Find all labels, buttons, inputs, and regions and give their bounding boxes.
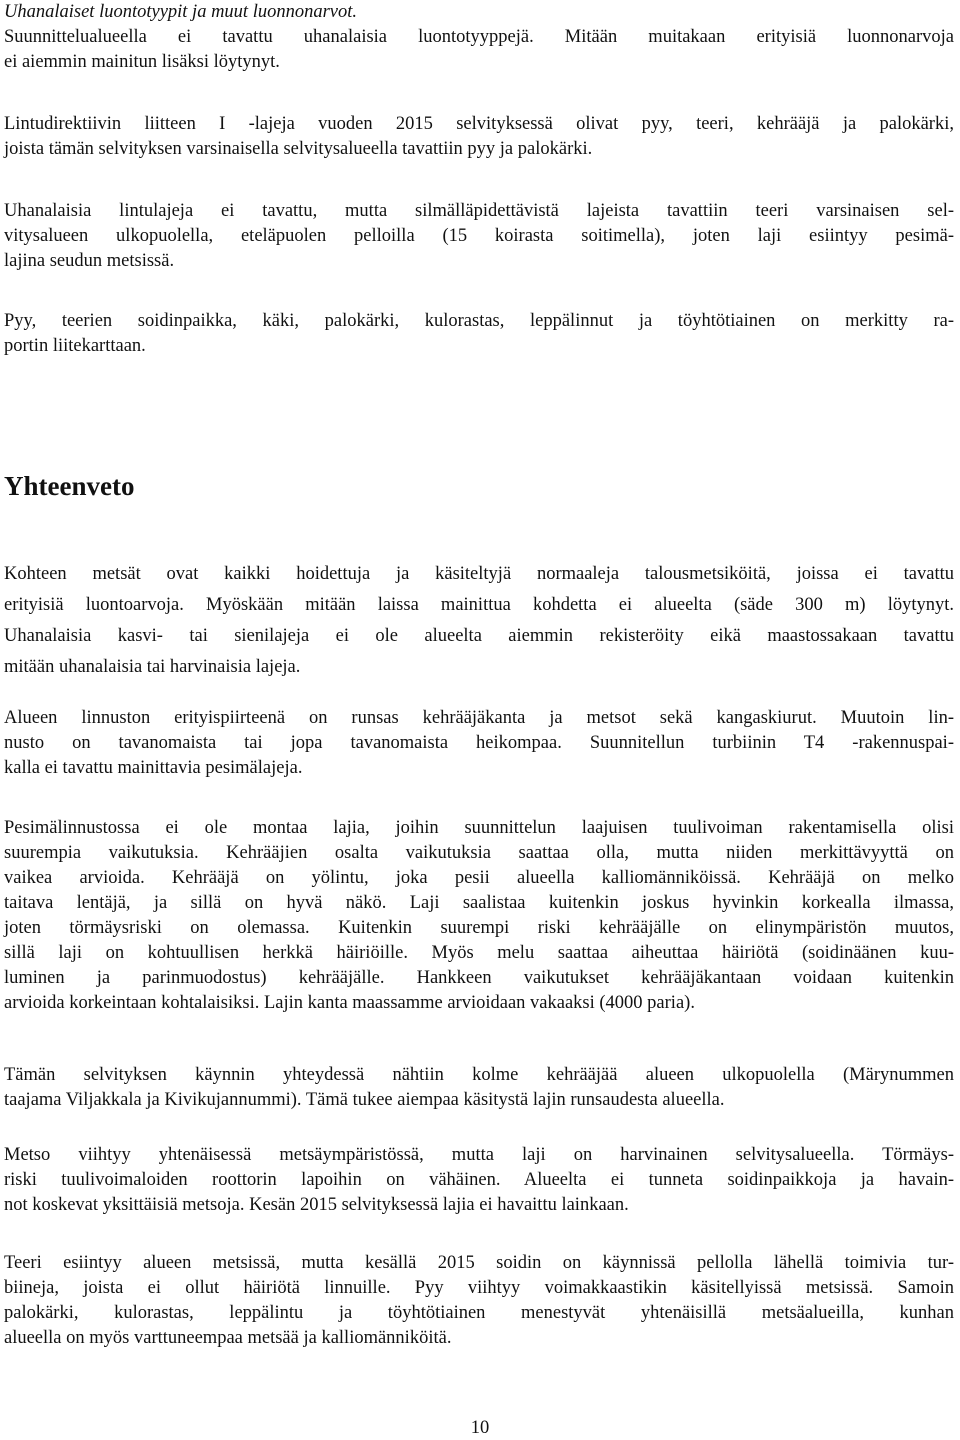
paragraph-line: joista tämän selvityksen varsinaisella selvitysalueella tavattiin pyy ja palokärki. <box>4 139 593 159</box>
paragraph-line: Teeri esiintyy alueen metsissä, mutta kesällä 2015 soidin on käynnissä pellolla lähellä toimivia tur- <box>4 1253 954 1273</box>
paragraph-line: Pesimälinnustossa ei ole montaa lajia, joihin suunnittelun laajuisen tuulivoiman rakentamisella olisi <box>4 818 954 838</box>
paragraph-nightjar-sightings <box>4 1063 954 1113</box>
paragraph-line: palokärki, kulorastas, leppälintu ja töyhtötiainen menestyvät yhtenäisillä metsäalueilla, kunhan <box>4 1303 954 1323</box>
paragraph-line: Uhanalaisia lintulajeja ei tavattu, mutta silmälläpidettävistä lajeista tavattiin teeri varsinaisen sel- <box>4 201 954 221</box>
paragraph-line: luminen ja parinmuodostus) kehrääjälle. Hankkeen vaikutukset kehrääjäkantaan voidaan kuitenkin <box>4 968 954 988</box>
paragraph-line: riski tuulivoimaloiden roottorin lapoihin on vähäinen. Alueelta ei tunneta soidinpaikkoja ja havain- <box>4 1170 954 1190</box>
paragraph-line: portin liitekarttaan. <box>4 336 146 356</box>
paragraph-threatened-birds <box>4 199 954 274</box>
paragraph-line: biineja, joista ei ollut häiriötä linnuille. Pyy viihtyy voimakkaastikin käsitellyissä metsissä. Samoin <box>4 1278 954 1298</box>
paragraph-line: kalla ei tavattu mainittavia pesimälajeja. <box>4 758 303 778</box>
page-number: 10 <box>470 1418 490 1438</box>
paragraph-line: not koskevat yksittäisiä metsoja. Kesän 2015 selvityksessä lajia ei havaittu lainkaan. <box>4 1195 629 1215</box>
paragraph-map-note <box>4 309 954 359</box>
paragraph-black-grouse <box>4 1251 954 1351</box>
paragraph-line: mitään uhanalaisia tai harvinaisia lajeja. <box>4 657 301 677</box>
paragraph-line: taitava lentäjä, ja sillä on hyvä näkö. Laji saalistaa kuitenkin joskus hyvinkin korkealla ilmassa, <box>4 893 954 913</box>
section-natural-values <box>4 0 954 75</box>
paragraph-line: alueella on myös varttuneempaa metsää ja kalliomänniköitä. <box>4 1328 452 1348</box>
paragraph-nightjar-impacts <box>4 816 954 1016</box>
paragraph-line: Metso viihtyy yhtenäisessä metsäympäristössä, mutta laji on harvinainen selvitysalueella. Törmäys- <box>4 1145 954 1165</box>
paragraph-line: vaikea arvioida. Kehrääjä on yölintu, joka pesii alueella kalliomänniköissä. Kehrääjä on melko <box>4 868 954 888</box>
paragraph-summary-forests <box>4 559 954 683</box>
paragraph-line: vitysalueen ulkopuolella, eteläpuolen pelloilla (15 koirasta soitimella), joten laji esiintyy pesimä- <box>4 226 954 246</box>
paragraph-line: joten törmäysriski on olemassa. Kuitenkin suurempi riski kehrääjälle on elinympäristön muutos, <box>4 918 954 938</box>
paragraph-line: lajina seudun metsissä. <box>4 251 175 271</box>
section-title: Uhanalaiset luontotyypit ja muut luonnonarvot. <box>4 2 358 22</box>
summary-heading: Yhteenveto <box>4 471 135 501</box>
paragraph-line: sillä laji on kohtuullisen herkkä häiriöille. Myös melu saattaa aiheuttaa häiriötä (soidinäänen kuu- <box>4 943 954 963</box>
paragraph-line: Tämän selvityksen käynnin yhteydessä nähtiin kolme kehrääjää alueen ulkopuolella (Märynummen <box>4 1065 954 1085</box>
paragraph-line: arvioida korkeintaan kohtalaisiksi. Lajin kanta maassamme arvioidaan vakaaksi (4000 paria). <box>4 993 695 1013</box>
paragraph-line: Pyy, teerien soidinpaikka, käki, palokärki, kulorastas, leppälinnut ja töyhtötiainen on merkitty ra- <box>4 311 954 331</box>
paragraph-directive-species <box>4 112 954 162</box>
paragraph-line: suurempia vaikutuksia. Kehrääjien osalta vaikutuksia saattaa olla, mutta niiden merkittävyyttä on <box>4 843 954 863</box>
paragraph-line: Uhanalaisia kasvi- tai sienilajeja ei ole alueelta aiemmin rekisteröity eikä maastossakaan tavattu <box>4 626 954 646</box>
paragraph-line: ei aiemmin mainitun lisäksi löytynyt. <box>4 52 280 72</box>
paragraph-line: nusto on tavanomaista tai jopa tavanomaista heikompaa. Suunnitellun turbiinin T4 -rakennuspai- <box>4 733 954 753</box>
paragraph-line: taajama Viljakkala ja Kivikujannummi). Tämä tukee aiempaa käsitystä lajin runsaudesta alueella. <box>4 1090 725 1110</box>
paragraph-capercaillie <box>4 1143 954 1218</box>
paragraph-line: Lintudirektiivin liitteen I -lajeja vuoden 2015 selvityksessä olivat pyy, teeri, kehrääjä ja palokärki, <box>4 114 954 134</box>
paragraph-bird-fauna <box>4 706 954 781</box>
paragraph-line: erityisiä luontoarvoja. Myöskään mitään laissa mainittua kohdetta ei alueelta (säde 300 m) löytynyt. <box>4 595 954 615</box>
paragraph-line: Kohteen metsät ovat kaikki hoidettuja ja käsiteltyjä normaaleja talousmetsiköitä, joissa ei tavattu <box>4 564 954 584</box>
paragraph-line: Suunnittelualueella ei tavattu uhanalaisia luontotyyppejä. Mitään muitakaan erityisiä luonnonarvoja <box>4 27 954 47</box>
paragraph-line: Alueen linnuston erityispiirteenä on runsas kehrääjäkanta ja metsot sekä kangaskiurut. Muutoin lin- <box>4 708 954 728</box>
